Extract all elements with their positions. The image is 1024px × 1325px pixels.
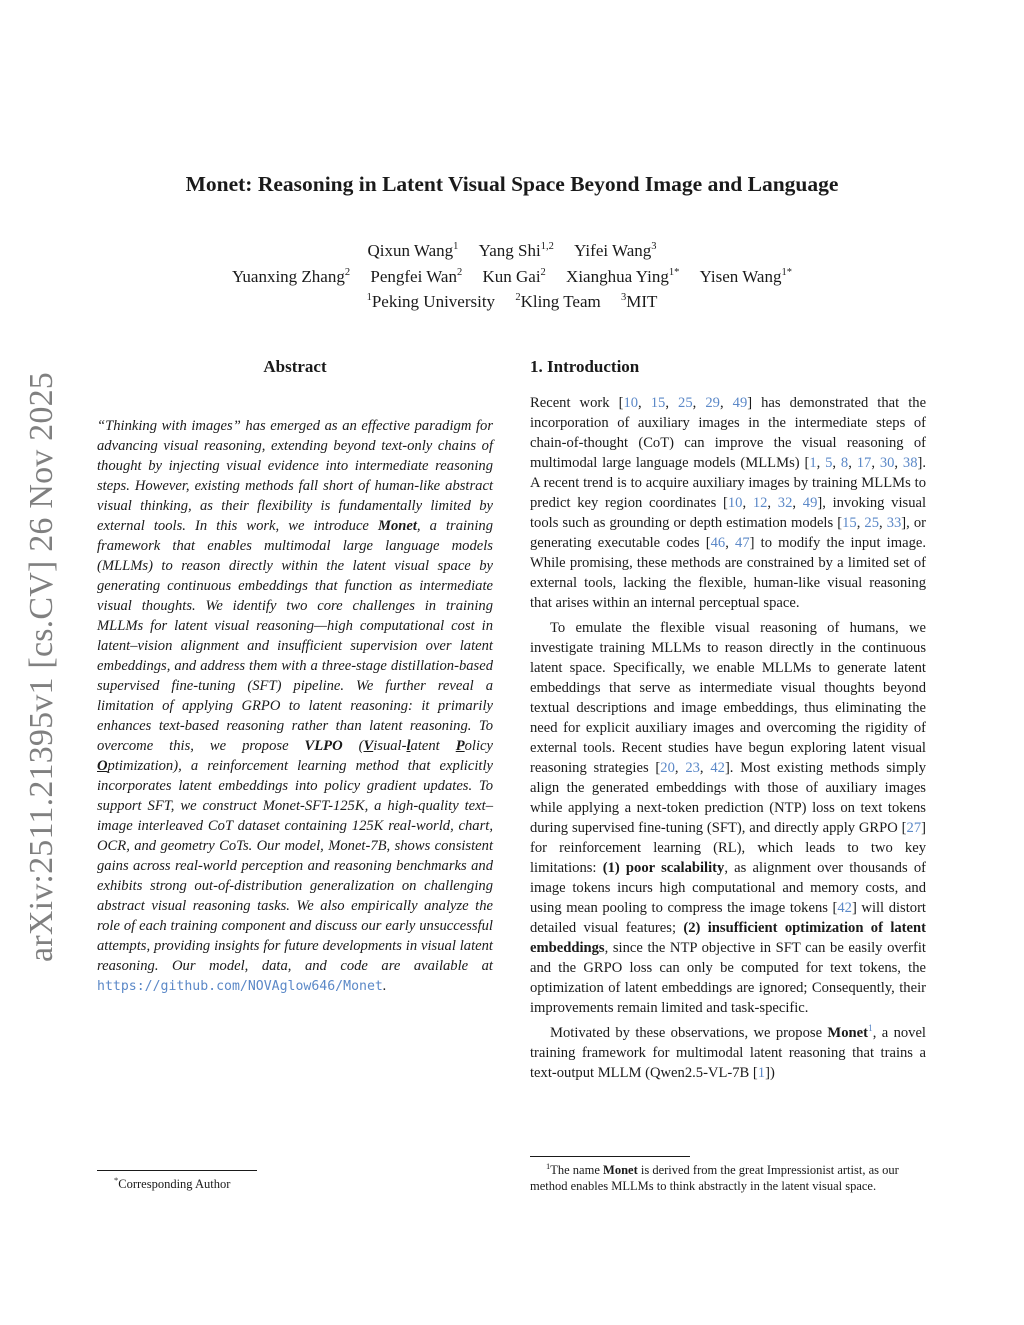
introduction-heading: 1. Introduction <box>530 357 640 376</box>
citation-link[interactable]: 23 <box>685 760 700 776</box>
citation-link[interactable]: 15 <box>842 515 857 531</box>
author: Yifei Wang$^3$ <box>574 241 657 260</box>
author: Xianghua Ying$^{1*}$ <box>566 266 680 286</box>
abstract-heading: Abstract <box>263 357 327 376</box>
citation-link[interactable]: 27 <box>906 820 922 836</box>
citation-link[interactable]: 33 <box>886 515 902 531</box>
monet-name-footnote: $^1$The name Monet is derived from the great Impressionist artist, as our method enables MLLMs to think abstractly in the latent visual space. <box>530 1161 899 1193</box>
author: Yang Shi$^{1,2}$ <box>478 241 554 260</box>
citation-link[interactable]: 10 <box>623 395 639 411</box>
vlpo-name: VLPO <box>304 738 343 754</box>
citation-link[interactable]: 12 <box>752 495 768 511</box>
author: Kun Gai$^2$ <box>482 266 546 286</box>
affiliation: $^3$MIT <box>621 292 658 311</box>
citation-link[interactable]: 49 <box>732 395 748 411</box>
introduction-body <box>530 393 926 1083</box>
corresponding-author-footnote: *Corresponding Author <box>114 1175 231 1191</box>
citation-link[interactable]: 42 <box>837 900 852 916</box>
arxiv-side-stamp <box>24 372 60 962</box>
citation-link[interactable]: 42 <box>710 760 725 776</box>
citation-link[interactable]: 5 <box>825 455 833 471</box>
author-block <box>0 238 1024 315</box>
citation-link[interactable]: 47 <box>735 535 750 551</box>
author: Pengfei Wan$^2$ <box>370 266 463 286</box>
author: Qixun Wang$^1$ <box>367 241 459 260</box>
paper-title: Monet: Reasoning in Latent Visual Space Beyond Image and Language <box>185 172 839 196</box>
citation-link[interactable]: 10 <box>727 495 743 511</box>
intro-paragraph: To emulate the flexible visual reasoning of humans, we investigate training MLLMs to reason directly in the continuous latent space. Specifically, we enable MLLMs to generate latent embeddings that serve as intermediate visual thoughts beyond textual descriptions and image embeddings, thus eliminating the need for explicit auxiliary images and overcoming the rigidity of external tools. Recent studies have begun exploring latent visual reasoning strategies [20, 23, 42]. Most existing methods simply align the generated embeddings with those of auxiliary images while applying a next-token prediction (NTP) loss on text tokens during supervised fine-tuning (SFT), and directly apply GRPO [27] for reinforcement learning (RL), which leads to two key limitations: (1) poor scalability, as alignment over thousands of image tokens incurs high computational and memory costs, and using mean pooling to compress the image tokens [42] will distort detailed visual features; (2) insufficient optimization of latent embeddings, since the NTP objective in SFT can be easily overfit and the GRPO loss can only be computed for text tokens, the optimization of latent embeddings are ignored; Consequently, their improvements remain limited and task-specific. <box>530 620 926 1016</box>
affiliation: $^2$Kling Team <box>515 292 601 311</box>
citation-link[interactable]: 1 <box>757 1065 766 1081</box>
github-link[interactable]: https://github.com/NOVAglow646/Monet <box>97 979 383 994</box>
citation-link[interactable]: 8 <box>840 455 849 471</box>
affiliations <box>0 289 1024 315</box>
citation-link[interactable]: 25 <box>864 515 879 531</box>
citation-link[interactable]: 15 <box>650 395 666 411</box>
citation-link[interactable]: 46 <box>710 535 726 551</box>
citation-link[interactable]: 32 <box>777 495 793 511</box>
left-column <box>97 356 493 997</box>
authors-line-2 <box>0 264 1024 290</box>
citation-link[interactable]: 1 <box>809 455 817 471</box>
right-column <box>530 356 926 1088</box>
citation-link[interactable]: 38 <box>902 455 918 471</box>
monet-name: Monet <box>377 518 417 534</box>
author: Yisen Wang$^{1*}$ <box>699 266 792 286</box>
citation-link[interactable]: 29 <box>705 395 720 411</box>
citation-link[interactable]: 49 <box>802 495 818 511</box>
arxiv-identifier: arXiv:2511.21395v1 [cs.CV] 26 Nov 2025 <box>23 372 60 962</box>
citation-link[interactable]: 20 <box>660 760 675 776</box>
citation-link[interactable]: 30 <box>879 455 895 471</box>
intro-paragraph: Motivated by these observations, we propose Monet$^1$, a novel training framework for multimodal latent reasoning that trains a text-output MLLM (Qwen2.5-VL-7B [1]) <box>530 1024 926 1081</box>
affiliation: $^1$Peking University <box>366 292 496 311</box>
citation-link[interactable]: 25 <box>678 395 693 411</box>
footnote-rule <box>97 1170 257 1171</box>
citation-link[interactable]: 17 <box>856 455 872 471</box>
abstract-text: “Thinking with images” has emerged as an effective paradigm for advancing visual reasoning, extending beyond text-only chains of thought by injecting visual evidence into intermediate reasoning steps. However, existing methods fall short of human-like abstract visual thinking, as their flexibility is fundamentally limited by external tools. In this work, we introduce Monet, a training framework that enables multimodal large language models (MLLMs) to reason directly within the latent visual space by generating continuous embeddings that function as intermediate visual thoughts. We identify two core challenges in training MLLMs for latent visual reasoning—high computational cost in latent–vision alignment and insufficient supervision over latent embeddings, and address them with a three-stage distillation-based supervised fine-tuning (SFT) pipeline. We further reveal a limitation of applying GRPO to latent reasoning: it primarily enhances text-based reasoning rather than latent reasoning. To overcome this, we propose VLPO (Visual-latent Policy Optimization), a reinforcement learning method that explicitly incorporates latent embeddings into policy gradient updates. To support SFT, we construct Monet-SFT-125K, a high-quality text–image interleaved CoT dataset containing 125K real-world, chart, OCR, and geometry CoTs. Our model, Monet-7B, shows consistent gains across real-world perception and reasoning benchmarks and exhibits strong out-of-distribution generalization on challenging abstract visual reasoning tasks. We also empirically analyze the role of each training component and discuss our early unsuccessful attempts, providing insights for future developments in visual latent reasoning. Our model, data, and code are available at https://github.com/NOVAglow646/Monet. <box>97 418 493 994</box>
intro-paragraph: Recent work [10, 15, 25, 29, 49] has demonstrated that the incorporation of auxiliary images in the intermediate steps of chain-of-thought (CoT) can improve the visual reasoning of multimodal large language models (MLLMs) [1, 5, 8, 17, 30, 38]. A recent trend is to acquire auxiliary images by training MLLMs to predict key region coordinates [10, 12, 32, 49], invoking visual tools such as grounding or depth estimation models [15, 25, 33], or generating executable codes [46, 47] to modify the input image. While promising, these methods are constrained by a limited set of external tools, lacking the flexible, human-like visual reasoning that arises within an internal perceptual space. <box>530 395 927 611</box>
footnote-marker[interactable]: 1 <box>867 1024 873 1034</box>
author: Yuanxing Zhang$^2$ <box>232 266 351 286</box>
footnote-rule <box>530 1156 690 1157</box>
authors-line-1 <box>0 238 1024 264</box>
